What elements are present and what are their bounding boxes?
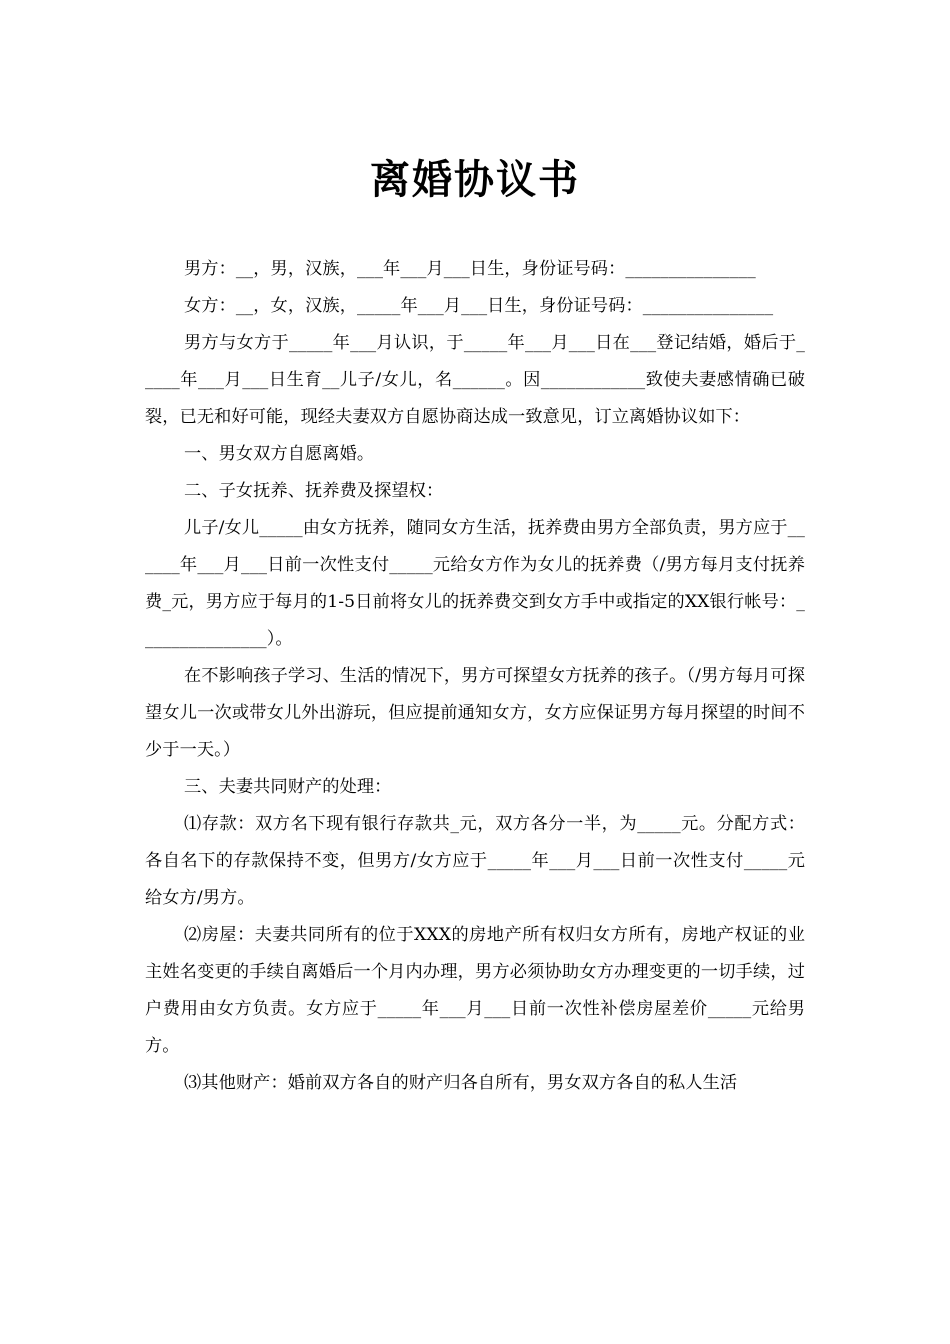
- document-title: 离婚协议书: [370, 157, 580, 203]
- husband-info-paragraph: 男方：__，男，汉族，___年___月___日生，身份证号码：_______________: [184, 259, 756, 279]
- marriage-background-paragraph: 男方与女方于_____年___月认识，于_____年___月___日在___登记结婚，婚后于_____年___月___日生育__儿子/女儿，名______。因____________致使夫妻感情确已破裂，已无和好可能，现经夫妻双方自愿协商达成一致意见，订立离婚协议如下：: [145, 333, 805, 427]
- clause-1-heading: 一、男女双方自愿离婚。: [184, 444, 375, 464]
- house-paragraph: ⑵房屋：夫妻共同所有的位于XXX的房地产所有权归女方所有，房地产权证的业主姓名变更的手续自离婚后一个月内办理，男方必须协助女方办理变更的一切手续，过户费用由女方负责。女方应于_____年___月___日前一次性补偿房屋差价_____元给男方。: [145, 925, 805, 1056]
- other-property-paragraph: ⑶其他财产：婚前双方各自的财产归各自所有，男女双方各自的私人生活: [184, 1073, 738, 1093]
- clause-3-heading: 三、夫妻共同财产的处理：: [184, 777, 392, 797]
- agreement-body: [145, 251, 805, 1102]
- deposits-paragraph: ⑴存款：双方名下现有银行存款共_元，双方各分一半，为_____元。分配方式：各自名下的存款保持不变，但男方/女方应于_____年___月___日前一次性支付_____元给女方/男方。: [145, 814, 805, 908]
- visitation-paragraph: 在不影响孩子学习、生活的情况下，男方可探望女方抚养的孩子。（/男方每月可探望女儿一次或带女儿外出游玩，但应提前通知女方，女方应保证男方每月探望的时间不少于一天。）: [145, 666, 805, 760]
- child-support-paragraph: 儿子/女儿_____由女方抚养，随同女方生活，抚养费由男方全部负责，男方应于______年___月___日前一次性支付_____元给女方作为女儿的抚养费（/男方每月支付抚养费_元，男方应于每月的1-5日前将女儿的抚养费交到女方手中或指定的XX银行帐号：_______________）。: [145, 518, 805, 649]
- wife-info-paragraph: 女方：__，女，汉族，_____年___月___日生，身份证号码：_______________: [184, 296, 774, 316]
- clause-2-heading: 二、子女抚养、抚养费及探望权：: [184, 481, 444, 501]
